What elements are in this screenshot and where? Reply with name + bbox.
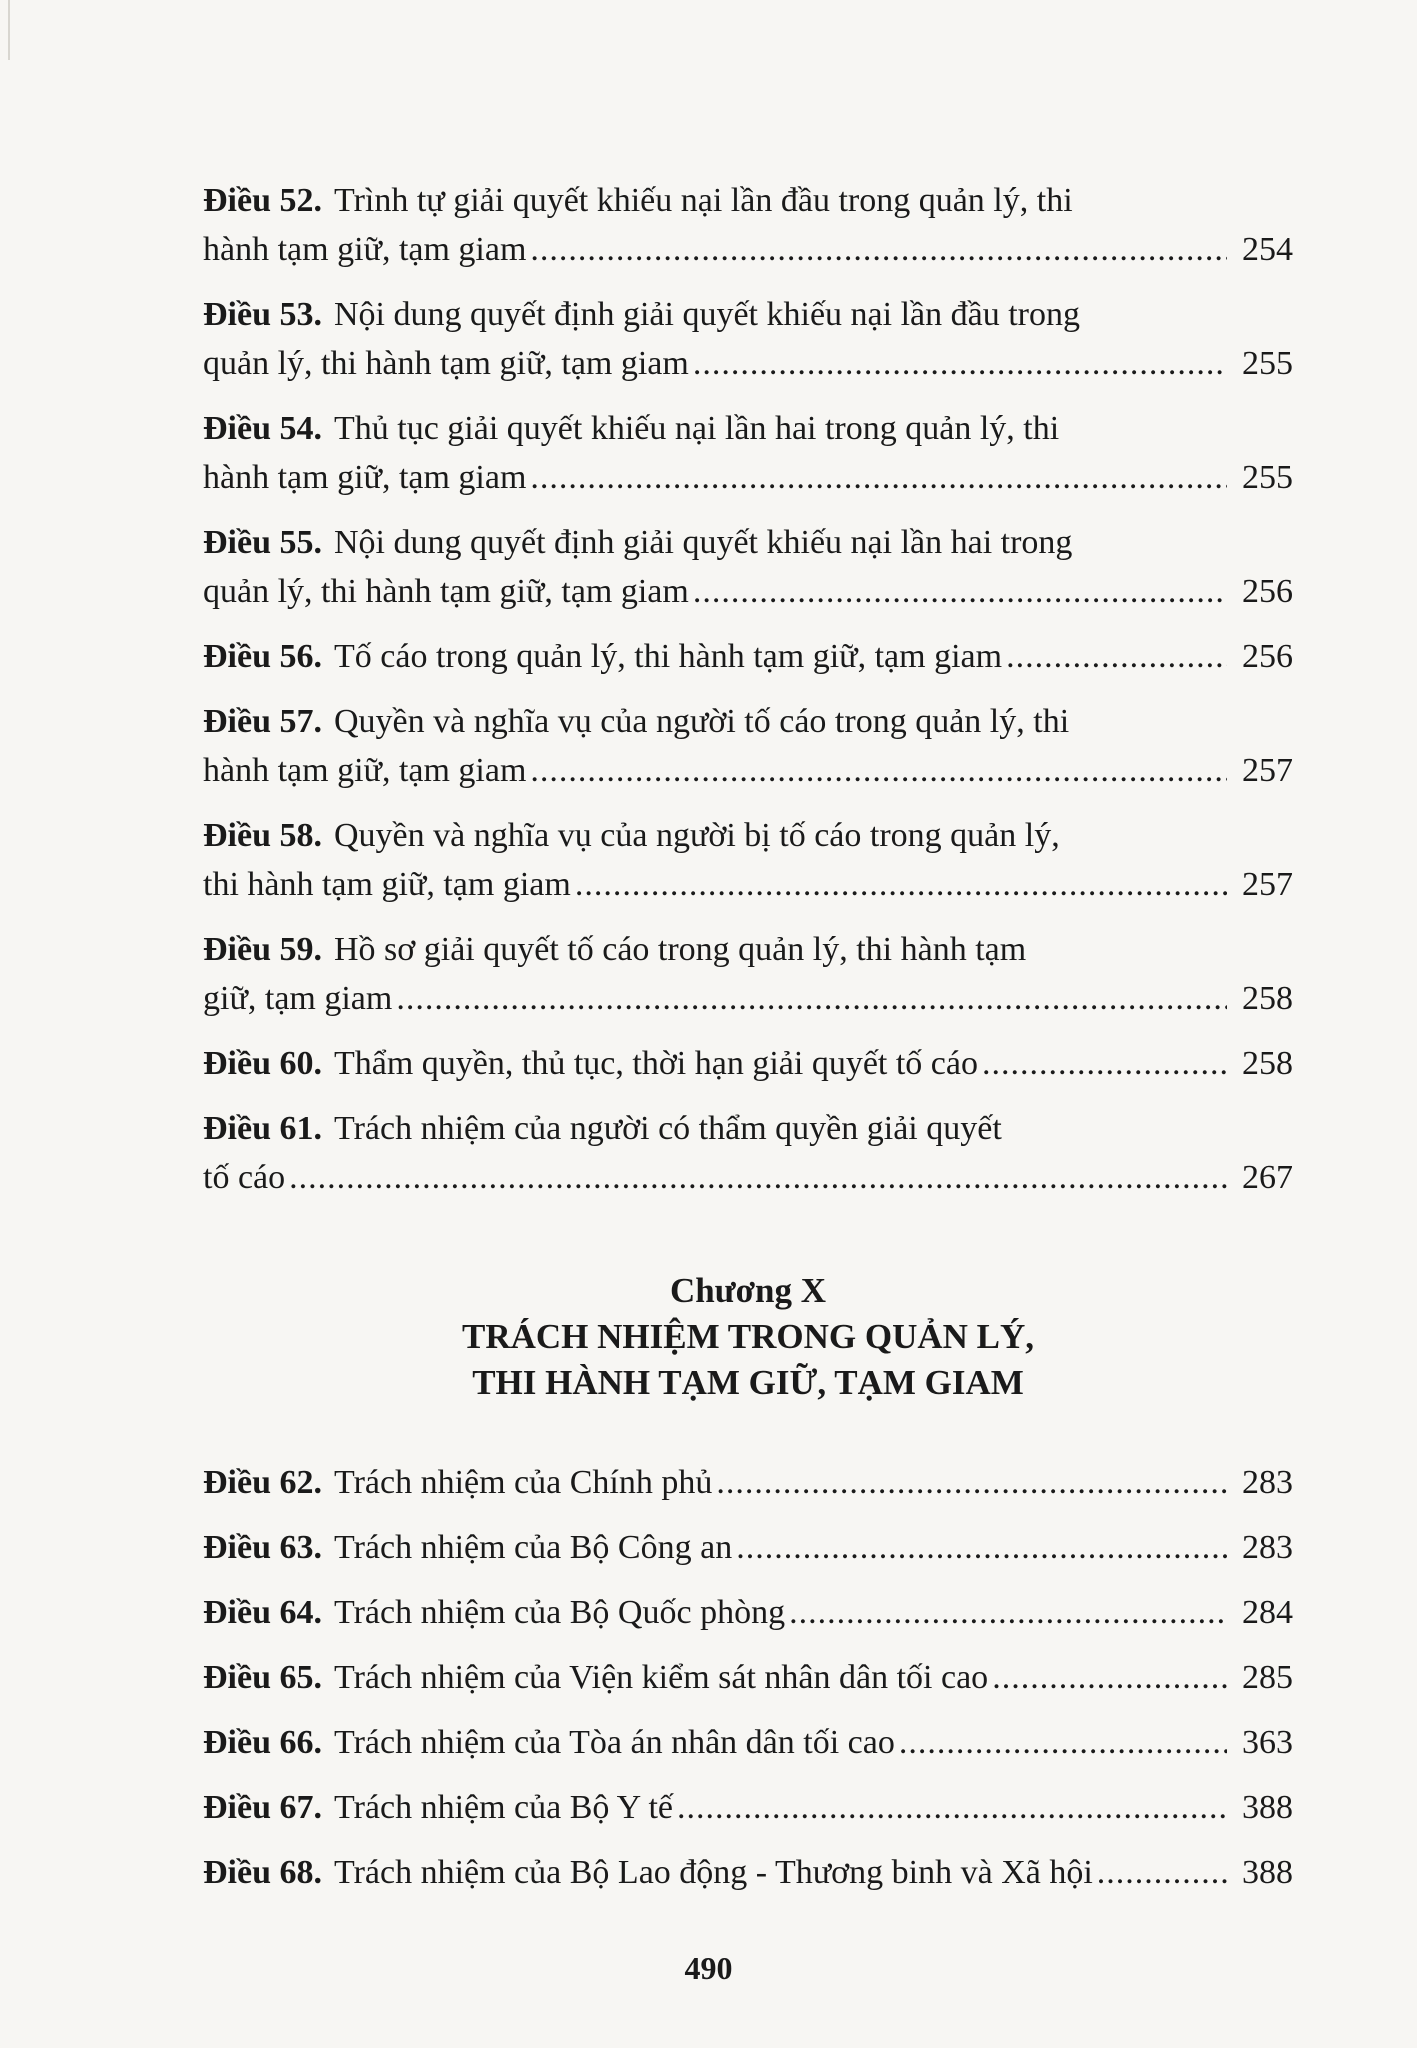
article-title-cont: tố cáo	[203, 1159, 286, 1196]
dot-leader	[530, 746, 1227, 795]
page-ref: 257	[1242, 866, 1293, 903]
page-edge-line	[8, 0, 10, 60]
article-title: Nội dung quyết định giải quyết khiếu nại lần hai trong	[334, 524, 1073, 561]
page-ref: 388	[1242, 1854, 1293, 1891]
toc-entry[interactable]	[203, 1848, 1293, 1897]
toc-entry[interactable]	[203, 811, 1293, 909]
article-title: Nội dung quyết định giải quyết khiếu nại lần đầu trong	[334, 296, 1080, 333]
article-number: Điều 56.	[203, 638, 322, 675]
article-title: Trình tự giải quyết khiếu nại lần đầu trong quản lý, thi	[334, 182, 1073, 219]
dot-leader	[1006, 632, 1227, 681]
toc-entry[interactable]	[203, 697, 1293, 795]
article-title-cont: thi hành tạm giữ, tạm giam	[203, 866, 571, 903]
article-title-cont: hành tạm giữ, tạm giam	[203, 752, 527, 789]
page-ref: 258	[1242, 1045, 1293, 1082]
page-ref: 256	[1242, 573, 1293, 610]
dot-leader	[899, 1718, 1227, 1767]
dot-leader	[992, 1653, 1227, 1702]
dot-leader	[530, 453, 1227, 502]
toc-entry[interactable]	[203, 1588, 1293, 1637]
article-title-cont: quản lý, thi hành tạm giữ, tạm giam	[203, 573, 689, 610]
dot-leader	[530, 225, 1227, 274]
article-number: Điều 60.	[203, 1045, 322, 1082]
article-title: Trách nhiệm của Bộ Lao động - Thương binh và Xã hội	[334, 1854, 1093, 1891]
dot-leader	[677, 1783, 1227, 1832]
article-title: Quyền và nghĩa vụ của người bị tố cáo trong quản lý,	[334, 817, 1060, 854]
article-title: Thủ tục giải quyết khiếu nại lần hai trong quản lý, thi	[334, 410, 1060, 447]
article-title-cont: quản lý, thi hành tạm giữ, tạm giam	[203, 345, 689, 382]
toc-entry[interactable]	[203, 290, 1293, 388]
dot-leader	[716, 1458, 1227, 1507]
article-number: Điều 54.	[203, 410, 322, 447]
toc-entry[interactable]	[203, 632, 1293, 681]
chapter-title-line2: THI HÀNH TẠM GIỮ, TẠM GIAM	[472, 1363, 1024, 1402]
article-number: Điều 64.	[203, 1594, 322, 1631]
toc-entry[interactable]	[203, 518, 1293, 616]
article-title: Thẩm quyền, thủ tục, thời hạn giải quyết tố cáo	[334, 1045, 978, 1082]
chapter-title-line1: TRÁCH NHIỆM TRONG QUẢN LÝ,	[461, 1317, 1035, 1356]
dot-leader	[575, 860, 1227, 909]
dot-leader	[289, 1153, 1227, 1202]
article-title: Trách nhiệm của Viện kiểm sát nhân dân tối cao	[334, 1659, 989, 1696]
dot-leader	[982, 1039, 1227, 1088]
article-number: Điều 57.	[203, 703, 322, 740]
toc-entry[interactable]	[203, 925, 1293, 1023]
toc-entry[interactable]	[203, 176, 1293, 274]
article-number: Điều 61.	[203, 1110, 322, 1147]
page-ref: 255	[1242, 459, 1293, 496]
article-title: Trách nhiệm của Tòa án nhân dân tối cao	[334, 1724, 895, 1761]
page-ref: 363	[1242, 1724, 1293, 1761]
page-ref: 388	[1242, 1789, 1293, 1826]
article-title: Tố cáo trong quản lý, thi hành tạm giữ, tạm giam	[334, 638, 1003, 675]
toc-section-articles-62-68	[203, 1458, 1293, 1913]
article-number: Điều 62.	[203, 1464, 322, 1501]
toc-entry[interactable]	[203, 1523, 1293, 1572]
toc-entry[interactable]	[203, 1718, 1293, 1767]
dot-leader	[396, 974, 1227, 1023]
article-number: Điều 63.	[203, 1529, 322, 1566]
toc-entry[interactable]	[203, 1039, 1293, 1088]
article-title: Hồ sơ giải quyết tố cáo trong quản lý, thi hành tạm	[334, 931, 1027, 968]
chapter-heading	[203, 1268, 1293, 1406]
article-title: Trách nhiệm của Chính phủ	[334, 1464, 713, 1501]
toc-entry[interactable]	[203, 1783, 1293, 1832]
article-number: Điều 68.	[203, 1854, 322, 1891]
page-ref: 257	[1242, 752, 1293, 789]
toc-entry[interactable]	[203, 1104, 1293, 1202]
article-number: Điều 66.	[203, 1724, 322, 1761]
toc-entry[interactable]	[203, 1458, 1293, 1507]
article-number: Điều 59.	[203, 931, 322, 968]
article-title-cont: hành tạm giữ, tạm giam	[203, 231, 527, 268]
article-number: Điều 58.	[203, 817, 322, 854]
page-ref: 285	[1242, 1659, 1293, 1696]
page-ref: 267	[1242, 1159, 1293, 1196]
page-ref: 255	[1242, 345, 1293, 382]
page-ref: 256	[1242, 638, 1293, 675]
page-number: 490	[684, 1950, 733, 1986]
toc-entry[interactable]	[203, 1653, 1293, 1702]
article-title-cont: hành tạm giữ, tạm giam	[203, 459, 527, 496]
dot-leader	[736, 1523, 1227, 1572]
toc-section-articles-52-61	[203, 176, 1293, 1218]
article-title: Trách nhiệm của người có thẩm quyền giải quyết	[334, 1110, 1002, 1147]
article-title: Trách nhiệm của Bộ Công an	[334, 1529, 733, 1566]
page-ref: 283	[1242, 1464, 1293, 1501]
dot-leader	[693, 567, 1227, 616]
article-number: Điều 65.	[203, 1659, 322, 1696]
article-title: Trách nhiệm của Bộ Quốc phòng	[334, 1594, 786, 1631]
page-ref: 284	[1242, 1594, 1293, 1631]
page-ref: 258	[1242, 980, 1293, 1017]
page-ref: 283	[1242, 1529, 1293, 1566]
dot-leader	[789, 1588, 1227, 1637]
dot-leader	[693, 339, 1227, 388]
dot-leader	[1097, 1848, 1227, 1897]
article-title: Quyền và nghĩa vụ của người tố cáo trong quản lý, thi	[334, 703, 1070, 740]
toc-entry[interactable]	[203, 404, 1293, 502]
chapter-label: Chương X	[669, 1271, 827, 1310]
article-number: Điều 52.	[203, 182, 322, 219]
article-title-cont: giữ, tạm giam	[203, 980, 393, 1017]
article-title: Trách nhiệm của Bộ Y tế	[334, 1789, 673, 1826]
article-number: Điều 53.	[203, 296, 322, 333]
page-ref: 254	[1242, 231, 1293, 268]
article-number: Điều 55.	[203, 524, 322, 561]
article-number: Điều 67.	[203, 1789, 322, 1826]
